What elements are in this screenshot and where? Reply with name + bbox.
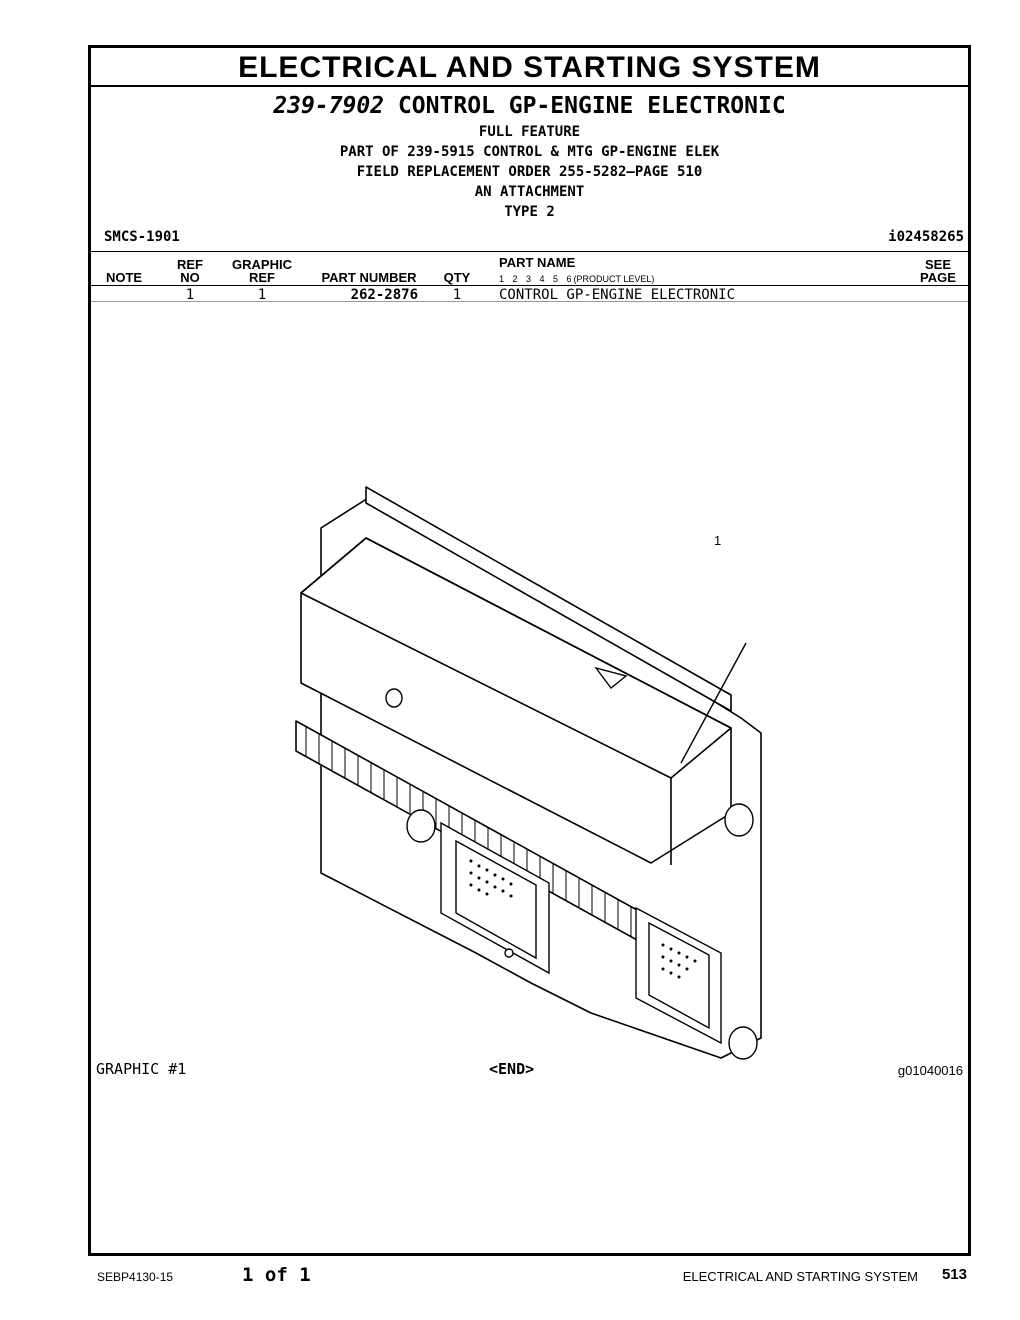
column-header-see-page-line2: PAGE bbox=[920, 270, 956, 285]
group-subtitle-attachment: AN ATTACHMENT bbox=[474, 184, 585, 200]
column-header-ref-no-line2: NO bbox=[180, 270, 200, 285]
illustration-id: i02458265 bbox=[888, 229, 964, 245]
callout-label[interactable]: 1 bbox=[714, 533, 722, 548]
footer-section: ELECTRICAL AND STARTING SYSTEM bbox=[682, 1269, 918, 1284]
end-marker: <END> bbox=[489, 1060, 535, 1078]
product-level-label: (PRODUCT LEVEL) bbox=[573, 274, 655, 284]
column-header-graphic-ref-line1: GRAPHIC bbox=[232, 257, 292, 272]
cell-ref-no: 1 bbox=[185, 287, 195, 303]
page-frame bbox=[88, 45, 971, 1256]
smcs-code: SMCS-1901 bbox=[104, 229, 180, 245]
group-part-number[interactable]: 239-7902 bbox=[273, 93, 385, 119]
footer-page-number: 513 bbox=[941, 1266, 967, 1283]
product-level-numbers: 1 2 3 4 5 6 bbox=[499, 274, 572, 284]
column-header-graphic-ref-line2: REF bbox=[249, 270, 275, 285]
ecm-mount-hole-right-lower bbox=[729, 1027, 757, 1059]
column-header-see-page-line1: SEE bbox=[924, 257, 951, 272]
cell-qty: 1 bbox=[452, 287, 462, 303]
ecm-screw-center bbox=[505, 949, 513, 957]
column-header-part-name: PART NAME bbox=[499, 255, 576, 270]
footer-doc-number: SEBP4130-15 bbox=[97, 1270, 174, 1284]
column-header-note: NOTE bbox=[105, 270, 143, 285]
group-title bbox=[91, 93, 968, 119]
ecm-illustration bbox=[291, 483, 771, 1063]
group-name: CONTROL GP-ENGINE ELECTRONIC bbox=[397, 93, 786, 119]
group-subtitle-field-replacement[interactable]: FIELD REPLACEMENT ORDER 255-5282—PAGE 510 bbox=[356, 164, 703, 180]
product-level-scale bbox=[499, 274, 654, 284]
graphic-label: GRAPHIC #1 bbox=[96, 1060, 187, 1078]
column-header-qty: QTY bbox=[443, 270, 471, 285]
ecm-mount-hole-left bbox=[407, 810, 435, 842]
cell-part-number[interactable]: 262-2876 bbox=[350, 287, 418, 303]
section-title: ELECTRICAL AND STARTING SYSTEM bbox=[91, 48, 968, 87]
ecm-bolt-top-left bbox=[386, 689, 402, 707]
cell-graphic-ref[interactable]: 1 bbox=[257, 287, 267, 303]
group-subtitle-type: TYPE 2 bbox=[504, 204, 555, 220]
graphic-id: g01040016 bbox=[897, 1063, 963, 1078]
group-subtitle-part-of[interactable]: PART OF 239-5915 CONTROL & MTG GP-ENGINE ELEK bbox=[339, 144, 720, 160]
footer-page-of: 1 of 1 bbox=[242, 1264, 311, 1286]
table-header-top-rule bbox=[91, 251, 968, 252]
column-header-part-number: PART NUMBER bbox=[321, 270, 417, 285]
table-header-bottom-rule bbox=[91, 285, 968, 286]
column-header-ref-no-line1: REF bbox=[177, 257, 203, 272]
cell-part-name: CONTROL GP-ENGINE ELECTRONIC bbox=[499, 287, 736, 303]
ecm-mount-hole-right-upper bbox=[725, 804, 753, 836]
group-subtitle-feature: FULL FEATURE bbox=[478, 124, 581, 140]
table-row-rule bbox=[91, 301, 968, 302]
